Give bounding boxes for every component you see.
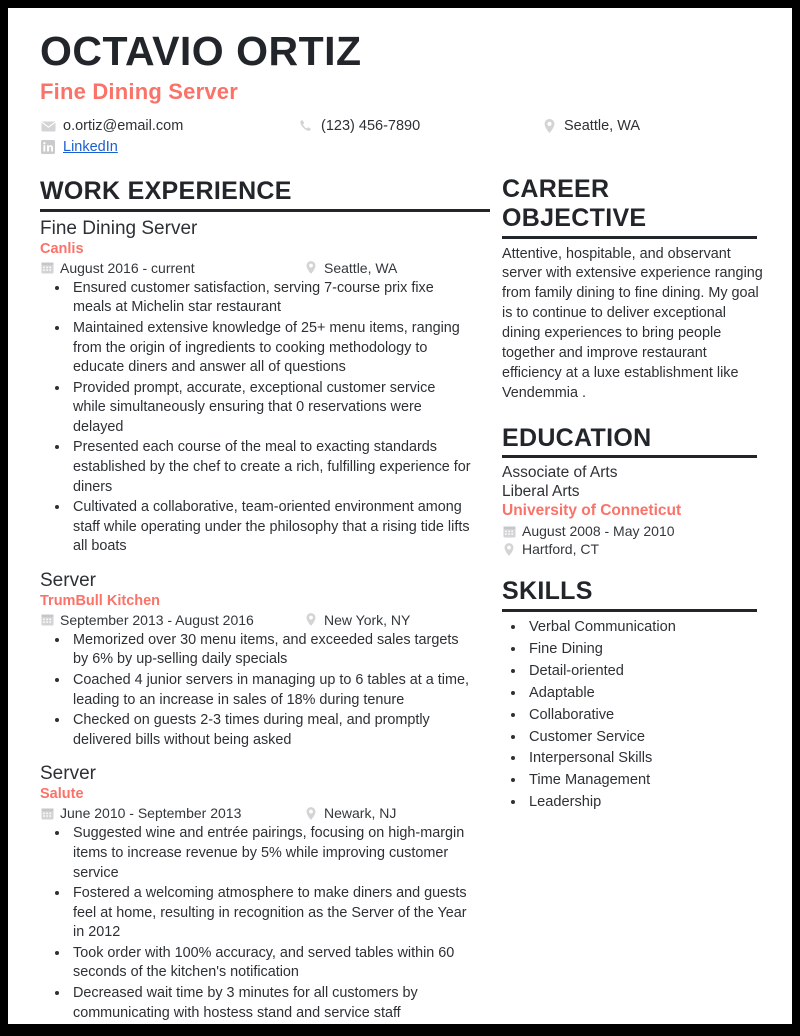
job-bullet: • Presented each course of the meal to exacting standards established by the chef to create a rich, fulfilling experience for diners [70, 438, 472, 497]
job-company: Salute [40, 786, 84, 803]
education-school: University of Conneticut [502, 502, 682, 520]
map-pin-icon [304, 612, 318, 627]
career-objective-rule [502, 236, 757, 239]
resume-page [8, 8, 792, 1024]
contact-phone[interactable] [298, 118, 541, 134]
job-title: Fine Dining Server [40, 217, 198, 239]
job-bullets [40, 824, 472, 1023]
calendar-icon [40, 260, 54, 275]
job-dates-text: June 2010 - September 2013 [60, 805, 242, 822]
map-pin-icon [502, 542, 516, 557]
section-skills [502, 577, 766, 812]
education-dates [502, 523, 766, 539]
map-pin-icon [304, 806, 318, 821]
education-degree: Associate of Arts [502, 464, 618, 482]
calendar-icon [40, 612, 54, 627]
education-location-text: Hartford, CT [522, 541, 600, 558]
job-meta [40, 612, 472, 628]
section-education [502, 424, 766, 558]
contact-phone-text: (123) 456-7890 [321, 118, 421, 135]
phone-icon [298, 118, 314, 134]
skill-item: • Detail-oriented [526, 662, 766, 681]
job-bullet: • Coached 4 junior servers in managing up to 6 tables at a time, leading to an increase in sales of 18% during tenure [70, 671, 472, 710]
job-dates [40, 612, 304, 628]
job-entry [40, 763, 472, 1023]
job-location-text: Seattle, WA [324, 259, 398, 276]
job-title: Server [40, 569, 96, 591]
skill-item: • Adaptable [526, 684, 766, 703]
skill-item: • Customer Service [526, 728, 766, 747]
job-bullet: • Maintained extensive knowledge of 25+ menu items, ranging from the origin of ingredients to cooking methodology to educate diners and answer all of questions [70, 319, 472, 378]
job-dates-text: September 2013 - August 2016 [60, 611, 254, 628]
job-title: Server [40, 763, 96, 785]
map-pin-icon [304, 260, 318, 275]
resume-body [40, 177, 766, 1036]
calendar-icon [40, 806, 54, 821]
section-work-experience [40, 177, 472, 1023]
job-location-text: New York, NY [324, 611, 411, 628]
map-pin-icon [541, 118, 557, 134]
career-objective-heading-line1: CAREER [502, 175, 610, 204]
calendar-icon [502, 524, 516, 539]
job-dates [40, 805, 304, 821]
right-column [492, 177, 766, 1036]
contact-location-text: Seattle, WA [564, 118, 641, 135]
education-location [502, 541, 766, 557]
job-location [304, 260, 397, 276]
education-dates-text: August 2008 - May 2010 [522, 523, 675, 540]
work-experience-rule [40, 209, 490, 212]
job-bullet: • Decreased wait time by 3 minutes for all customers by communicating with hostess stand and service staff [70, 984, 472, 1023]
skill-item: • Interpersonal Skills [526, 749, 766, 768]
candidate-name: OCTAVIO ORTIZ [40, 28, 362, 74]
work-experience-heading: WORK EXPERIENCE [40, 177, 292, 206]
linkedin-icon [40, 139, 56, 155]
skill-item: • Fine Dining [526, 640, 766, 659]
resume-header [40, 30, 766, 155]
job-bullet: • Memorized over 30 menu items, and exceeded sales targets by 6% by up-selling daily specials [70, 631, 472, 670]
job-bullet: • Checked on guests 2-3 times during meal, and promptly delivered bills without being asked [70, 711, 472, 750]
education-heading: EDUCATION [502, 423, 652, 452]
skill-item: • Collaborative [526, 706, 766, 725]
job-bullet: • Fostered a welcoming atmosphere to make diners and guests feel at home, resulting in recognition as the Server of the Year in 2012 [70, 884, 472, 943]
career-objective-text: Attentive, hospitable, and observant server with extensive experience ranging from family dining to fine dining. My goal is to continue to deliver exceptional dining experiences to bring people together and improve restaurant efficiency at a luxe establishment like Vendemmia . [502, 245, 763, 401]
job-location-text: Newark, NJ [324, 805, 397, 822]
education-field: Liberal Arts [502, 483, 580, 501]
job-entry [40, 218, 472, 557]
job-bullets [40, 279, 472, 557]
candidate-job-title: Fine Dining Server [40, 79, 238, 105]
job-bullet: • Took order with 100% accuracy, and served tables within 60 seconds of the kitchen's notification [70, 944, 472, 983]
job-location [304, 612, 410, 628]
job-meta [40, 805, 472, 821]
job-bullet: • Cultivated a collaborative, team-oriented environment among staff while operating under the philosophy that a rising tide lifts all boats [70, 498, 472, 557]
contact-row-secondary [40, 139, 766, 155]
envelope-icon [40, 118, 56, 134]
career-objective-heading-line2: OBJECTIVE [502, 203, 647, 232]
skills-rule [502, 609, 757, 612]
contact-linkedin-link[interactable]: LinkedIn [63, 139, 118, 156]
job-dates [40, 260, 304, 276]
job-company: Canlis [40, 240, 84, 257]
education-rule [502, 455, 757, 458]
skills-heading: SKILLS [502, 577, 593, 606]
contact-linkedin[interactable] [40, 139, 298, 155]
job-company: TrumBull Kitchen [40, 592, 161, 609]
job-meta [40, 260, 472, 276]
job-location [304, 805, 396, 821]
job-dates-text: August 2016 - current [60, 259, 195, 276]
section-career-objective [502, 175, 766, 404]
contact-location [541, 118, 741, 134]
left-column [40, 177, 492, 1036]
job-bullet: • Suggested wine and entrée pairings, focusing on high-margin items to increase revenue by 5% while improving customer service [70, 824, 472, 883]
job-bullet: • Provided prompt, accurate, exceptional customer service while simultaneously ensuring that 0 reservations were delayed [70, 379, 472, 438]
contact-email[interactable] [40, 118, 298, 134]
skill-item: • Verbal Communication [526, 618, 766, 637]
job-entry [40, 570, 472, 750]
contact-row-primary [40, 118, 766, 134]
skill-item: • Time Management [526, 771, 766, 790]
skill-item: • Leadership [526, 793, 766, 812]
skills-list [502, 618, 766, 813]
job-bullets [40, 631, 472, 750]
contact-email-text: o.ortiz@email.com [63, 118, 184, 135]
job-bullet: • Ensured customer satisfaction, serving 7-course prix fixe meals at Michelin star restaurant [70, 279, 472, 318]
